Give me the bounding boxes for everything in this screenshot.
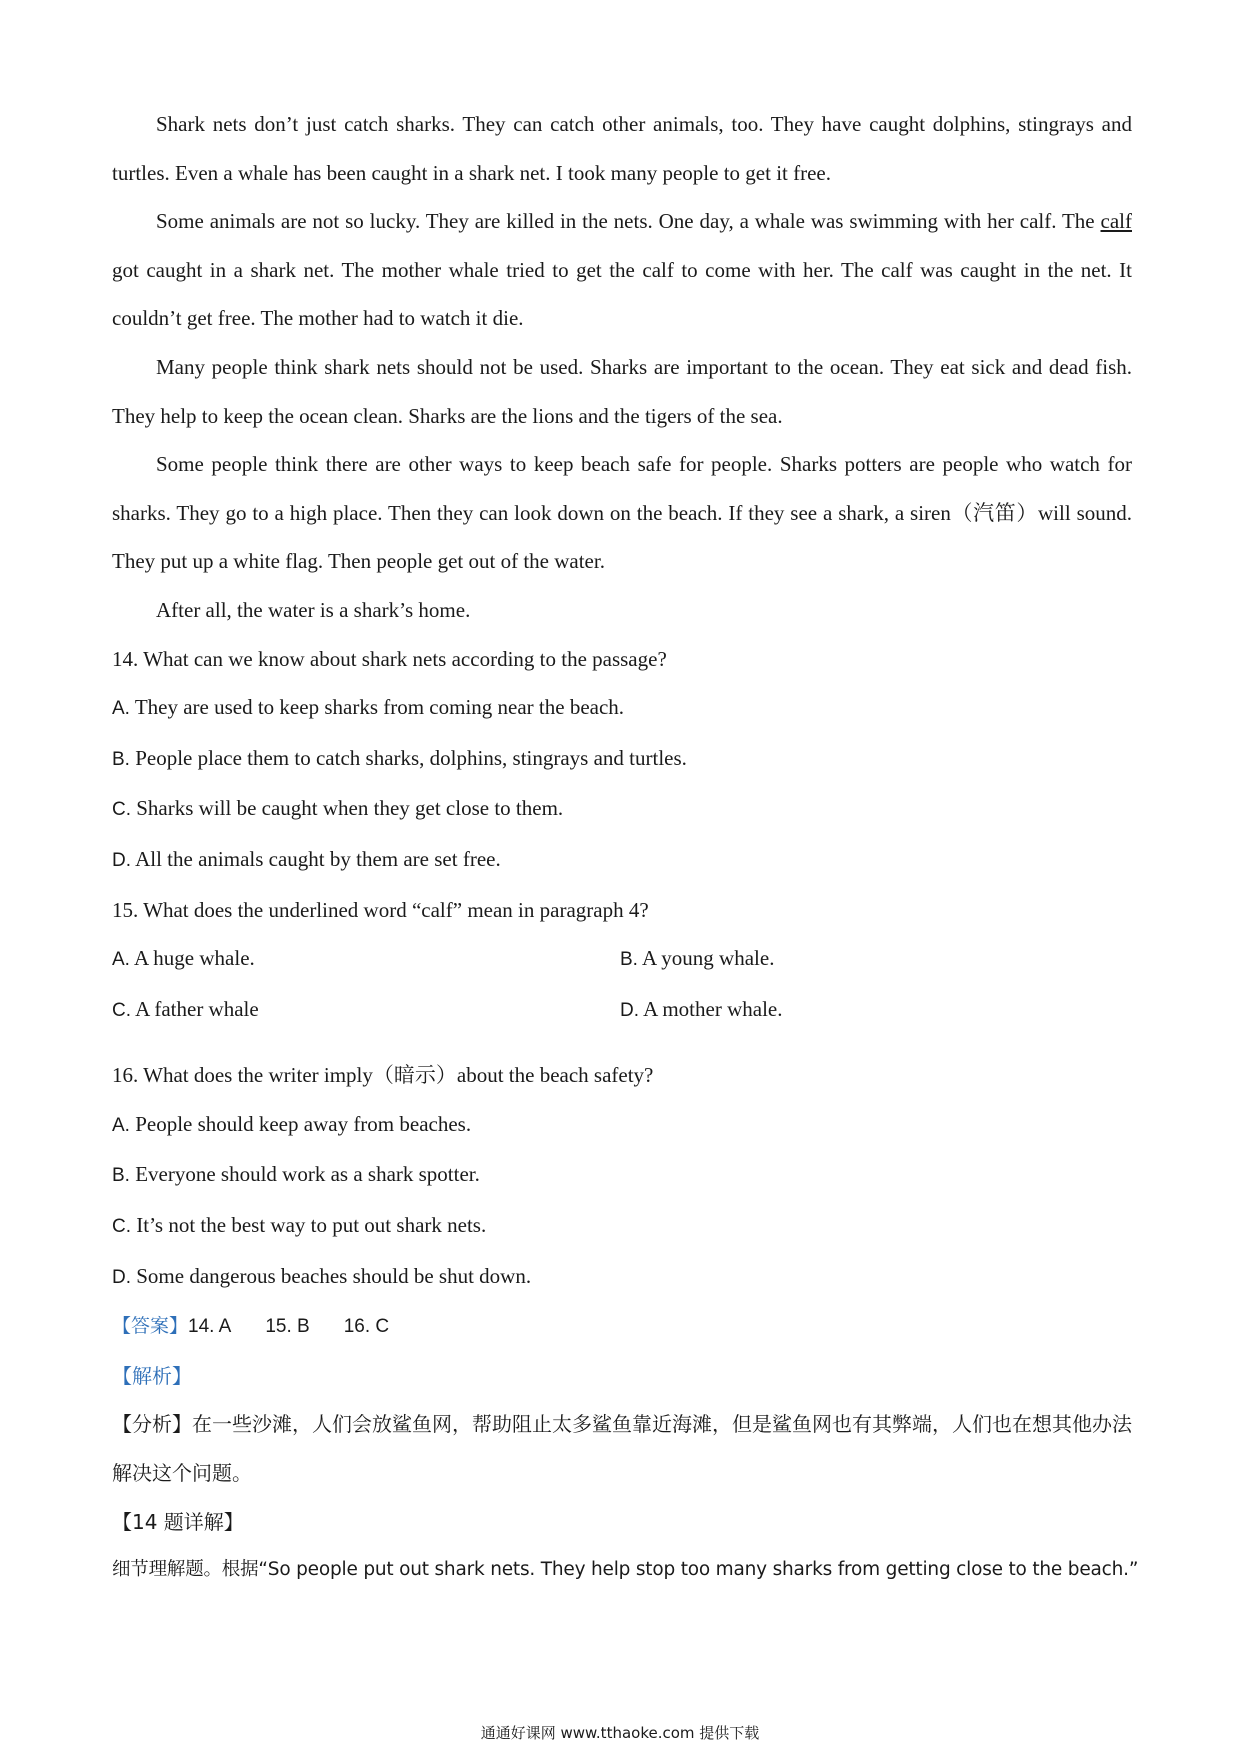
passage-paragraph-3: Many people think shark nets should not be used. Sharks are important to the ocean. They eat sick and dead fish. They help to keep the ocean clean. Sharks are the lions and the tigers of the sea. xyxy=(112,354,1132,428)
answer-item: 15. B xyxy=(265,1316,310,1338)
option-text: They are used to keep sharks from coming near the beach. xyxy=(129,695,625,720)
option-label: B. xyxy=(112,1165,130,1187)
underlined-word-calf: calf xyxy=(1100,209,1132,234)
question-16-option-b xyxy=(112,1150,1132,1201)
document-page xyxy=(112,100,1139,1595)
option-text: All the animals caught by them are set free. xyxy=(131,846,501,871)
answer-line xyxy=(112,1302,1132,1352)
option-text: A huge whale. xyxy=(129,946,255,971)
answer-item: 16. C xyxy=(343,1316,390,1338)
question-15-stem: 15. What does the underlined word “calf” mean in paragraph 4? xyxy=(112,897,649,922)
passage-paragraph-2 xyxy=(112,197,1132,343)
option-label: D. xyxy=(112,849,131,871)
question-15-option-b xyxy=(620,934,1128,985)
question-16-option-d xyxy=(112,1252,1132,1303)
analysis-summary-text: 在一些沙滩，人们会放鲨鱼网，帮助阻止太多鲨鱼靠近海滩，但是鲨鱼网也有其弊端，人们也在想其他办法解决这个问题。 xyxy=(112,1412,1132,1486)
option-text: A father whale xyxy=(131,996,259,1021)
question-15-options-row-1 xyxy=(112,934,1132,985)
option-label: C. xyxy=(112,999,131,1021)
detail-14-label: 【14 题详解】 xyxy=(112,1509,244,1534)
answer-label: 【答案】 xyxy=(112,1315,189,1338)
passage-paragraph-4: Some people think there are other ways to keep beach safe for people. Sharks potters are people who watch for sharks. They go to a high place. Then they can look down on the beach. If they see a shark, a siren（汽笛）will sound. They put up a white flag. Then people get out of the water. xyxy=(112,452,1132,574)
question-15-options-row-2 xyxy=(112,985,1132,1036)
question-14-option-a xyxy=(112,683,1132,734)
question-15-option-c xyxy=(112,985,620,1036)
analysis-label: 【解析】 xyxy=(112,1363,192,1388)
question-15-option-a xyxy=(112,934,620,985)
analysis-summary xyxy=(112,1400,1132,1497)
analysis-summary-label: 【分析】 xyxy=(112,1412,192,1437)
option-label: A. xyxy=(112,949,130,971)
option-label: A. xyxy=(112,1114,130,1136)
passage-paragraph-1: Shark nets don’t just catch sharks. They can catch other animals, too. They have caught dolphins, stingrays and turtles. Even a whale has been caught in a shark net. I took many people to get it free. xyxy=(112,112,1132,185)
option-label: D. xyxy=(620,999,639,1021)
question-16-option-c xyxy=(112,1201,1132,1252)
option-label: D. xyxy=(112,1266,131,1288)
detail-14-text: 细节理解题。根据“So people put out shark nets. They help stop too many sharks from getting close to the beach.” xyxy=(112,1559,1139,1581)
question-14-option-c xyxy=(112,784,1132,835)
question-15-option-d xyxy=(620,985,1128,1036)
page-footer: 通通好课网 www.tthaoke.com 提供下载 xyxy=(480,1724,760,1742)
option-label: A. xyxy=(112,698,130,720)
spacer xyxy=(112,1035,1132,1051)
option-text: People place them to catch sharks, dolphins, stingrays and turtles. xyxy=(129,745,687,770)
option-label: C. xyxy=(112,1216,131,1238)
option-text: It’s not the best way to put out shark nets. xyxy=(131,1213,487,1238)
question-14-stem: 14. What can we know about shark nets according to the passage? xyxy=(112,646,667,671)
option-text: A young whale. xyxy=(637,946,775,971)
option-text: A mother whale. xyxy=(639,996,783,1021)
passage-paragraph-2-end: got caught in a shark net. The mother whale tried to get the calf to come with her. The calf was caught in the net. It couldn’t get free. The mother had to watch it die. xyxy=(112,257,1132,331)
option-label: C. xyxy=(112,799,131,821)
option-label: B. xyxy=(620,949,638,971)
passage-paragraph-5: After all, the water is a shark’s home. xyxy=(156,597,471,622)
option-label: B. xyxy=(112,748,130,770)
answer-item: 14. A xyxy=(188,1316,232,1338)
option-text: Everyone should work as a shark spotter. xyxy=(129,1162,480,1187)
question-16-option-a xyxy=(112,1100,1132,1151)
passage-paragraph-2-start: Some animals are not so lucky. They are killed in the nets. One day, a whale was swimming with her calf. The xyxy=(156,209,1101,234)
question-16-stem: 16. What does the writer imply（暗示）about the beach safety? xyxy=(112,1063,654,1088)
option-text: Sharks will be caught when they get close to them. xyxy=(131,796,564,821)
question-14-option-b xyxy=(112,734,1132,785)
option-text: Some dangerous beaches should be shut down. xyxy=(131,1263,532,1288)
question-14-option-d xyxy=(112,835,1132,886)
option-text: People should keep away from beaches. xyxy=(129,1111,472,1136)
